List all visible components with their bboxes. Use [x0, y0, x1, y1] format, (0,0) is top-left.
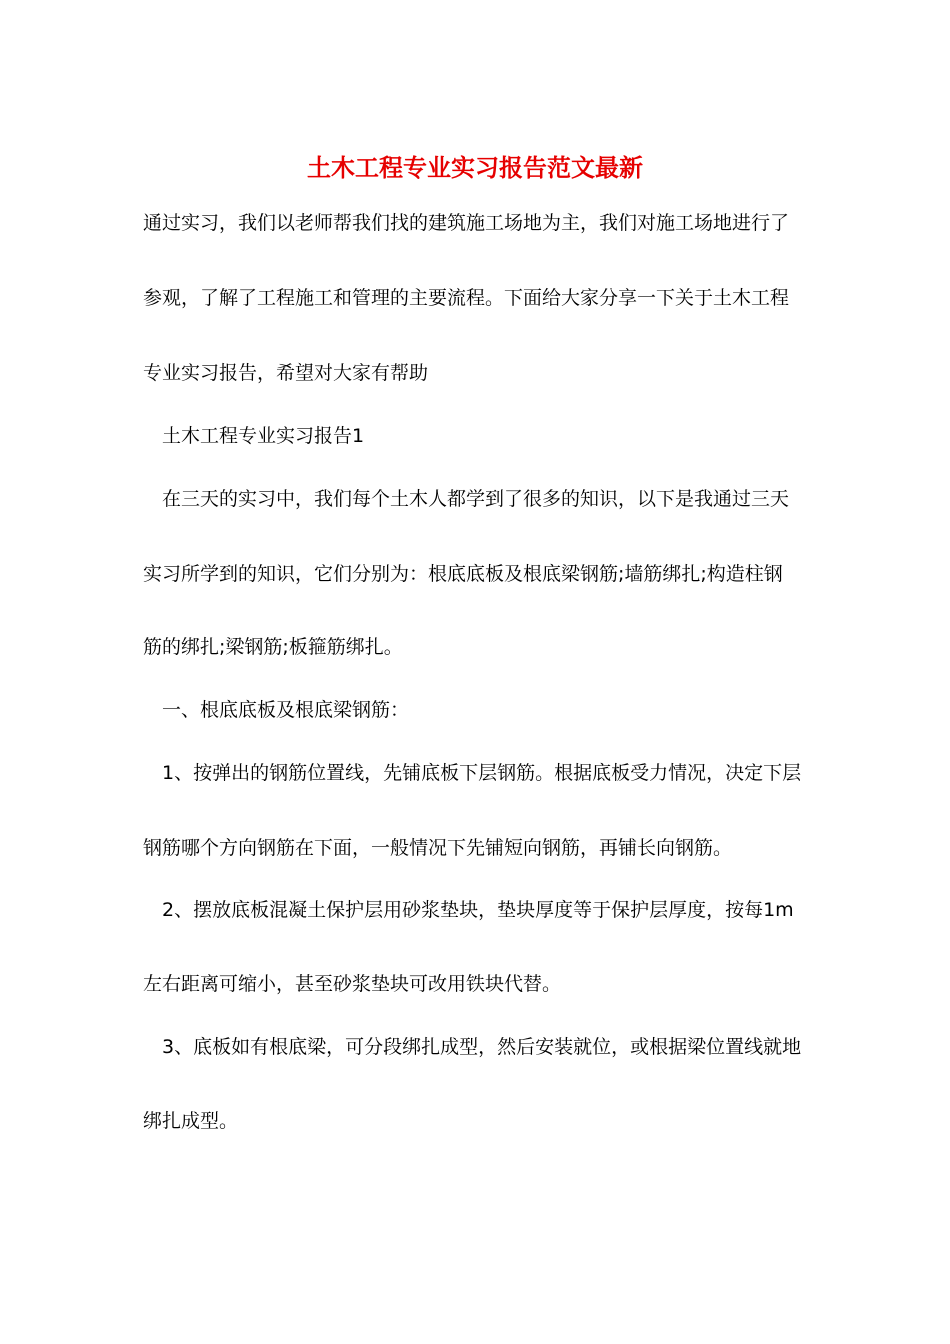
item-2-line-1: 2、摆放底板混凝土保护层用砂浆垫块，垫块厚度等于保护层厚度，按每1m	[162, 899, 794, 921]
intro-line-2: 参观，了解了工程施工和管理的主要流程。下面给大家分享一下关于土木工程	[143, 287, 790, 309]
document-title: 土木工程专业实习报告范文最新	[307, 153, 643, 182]
paragraph-line-1: 在三天的实习中，我们每个土木人都学到了很多的知识，以下是我通过三天	[162, 488, 790, 510]
item-2-line-2: 左右距离可缩小，甚至砂浆垫块可改用铁块代替。	[143, 973, 562, 995]
paragraph-line-2: 实习所学到的知识，它们分别为：根底底板及根底梁钢筋;墙筋绑扎;构造柱钢	[143, 563, 783, 585]
item-1-line-2: 钢筋哪个方向钢筋在下面，一般情况下先铺短向钢筋，再铺长向钢筋。	[143, 837, 733, 859]
paragraph-line-3: 筋的绑扎;梁钢筋;板箍筋绑扎。	[143, 636, 403, 658]
section-heading-report-1: 土木工程专业实习报告1	[162, 425, 365, 447]
item-3-line-1: 3、底板如有根底梁，可分段绑扎成型，然后安装就位，或根据梁位置线就地	[162, 1036, 802, 1058]
item-3-line-2: 绑扎成型。	[143, 1110, 239, 1132]
item-1-line-1: 1、按弹出的钢筋位置线，先铺底板下层钢筋。根据底板受力情况，决定下层	[162, 762, 802, 784]
subheading-foundation-rebar: 一、根底底板及根底梁钢筋：	[162, 699, 410, 721]
intro-line-1: 通过实习，我们以老师帮我们找的建筑施工场地为主，我们对施工场地进行了	[143, 212, 790, 234]
intro-line-3: 专业实习报告，希望对大家有帮助	[143, 362, 429, 384]
